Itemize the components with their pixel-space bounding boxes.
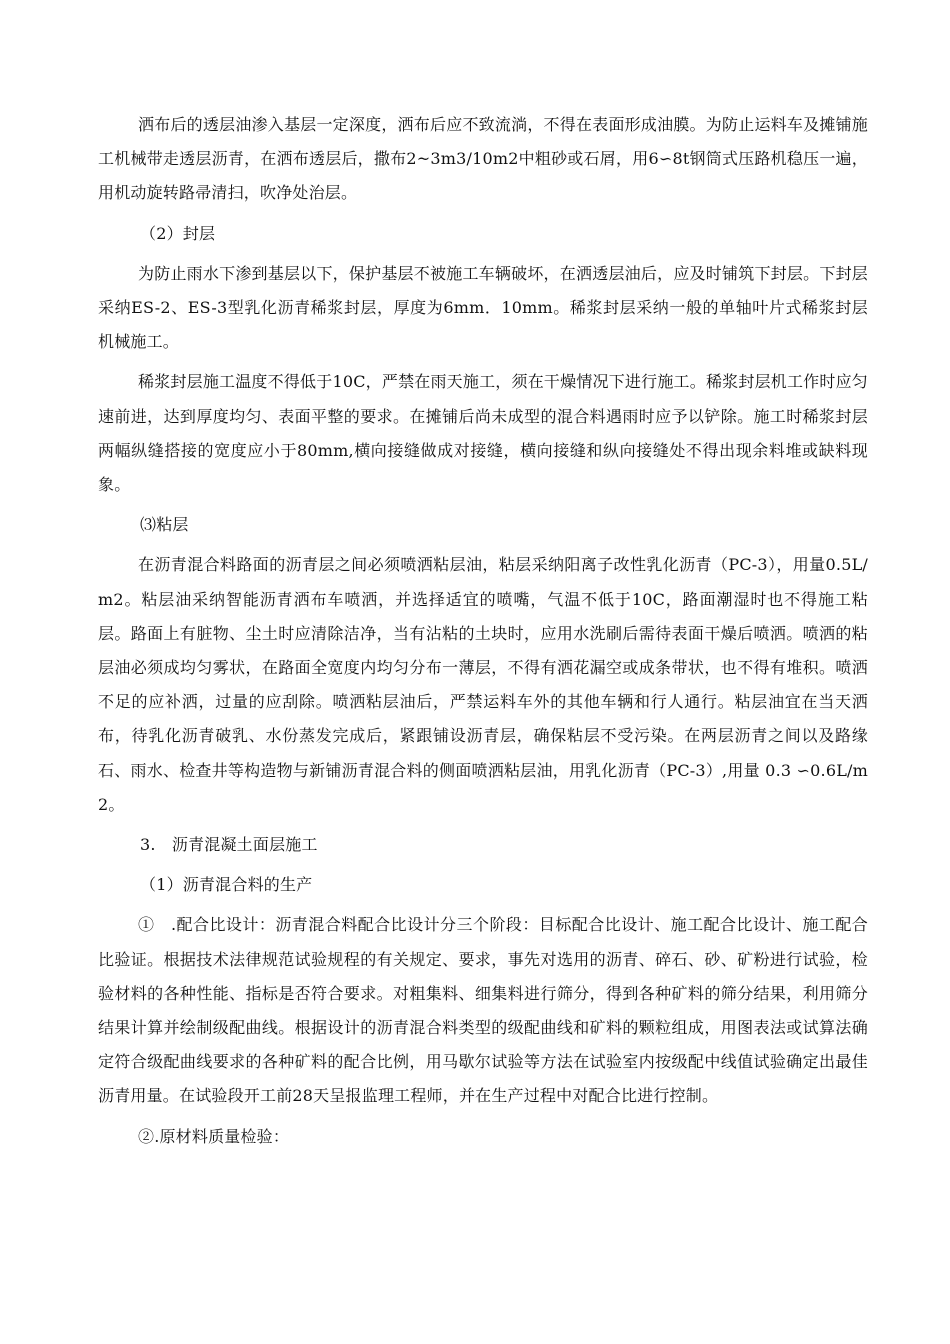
heading-asphalt-mixture-production: （1）沥青混合料的生产	[140, 875, 313, 895]
heading-asphalt-surface-construction: 3. 沥青混凝土面层施工	[140, 835, 318, 855]
paragraph-prime-coat-spreading: 洒布后的透层油渗入基层一定深度，洒布后应不致流淌，不得在表面形成油膜。为防止运料车及摊铺施工机械带走透层沥青，在洒布透层后，撒布2~3m3/10m2中粗砂或石屑，用6∽8t钢筒式压路机稳压一遍，用机动旋转路帚清扫，吹净处治层。	[98, 115, 868, 203]
paragraph-tack-coat-details: 在沥青混合料路面的沥青层之间必须喷洒粘层油，粘层采纳阳离子改性乳化沥青（PC-3），用量0.5L/m2。粘层油采纳智能沥青洒布车喷洒，并选择适宜的喷嘴，气温不低于10C，路面潮湿时也不得施工粘层。路面上有脏物、尘土时应清除洁净，当有沾粘的土块时，应用水洗刷后需待表面干燥后喷洒。喷洒的粘层油必须成均匀雾状，在路面全宽度内均匀分布一薄层，不得有洒花漏空或成条带状，也不得有堆积。喷洒不足的应补洒，过量的应刮除。喷洒粘层油后，严禁运料车外的其他车辆和行人通行。粘层油宜在当天洒布，待乳化沥青破乳、水份蒸发完成后，紧跟铺设沥青层，确保粘层不受污染。在两层沥青之间以及路缘石、雨水、检查井等构造物与新铺沥青混合料的侧面喷洒粘层油，用乳化沥青（PC-3）,用量 0.3 ∽0.6L/m2。	[98, 555, 868, 814]
heading-raw-material-inspection: ②.原材料质量检验：	[138, 1126, 290, 1146]
paragraph-slurry-seal-construction: 稀浆封层施工温度不得低于10C，严禁在雨天施工，须在干燥情况下进行施工。稀浆封层机工作时应匀速前进，达到厚度均匀、表面平整的要求。在摊铺后尚未成型的混合料遇雨时应予以铲除。施工时稀浆封层两幅纵缝搭接的宽度应小于80mm,横向接缝做成对接缝，横向接缝和纵向接缝处不得出现余料堆或缺料现象。	[98, 372, 868, 495]
heading-tack-coat: ⑶粘层	[140, 515, 189, 535]
paragraph-seal-coat-purpose: 为防止雨水下渗到基层以下，保护基层不被施工车辆破坏，在洒透层油后，应及时铺筑下封层。下封层采纳ES-2、ES-3型乳化沥青稀浆封层，厚度为6mm．10mm。稀浆封层采纳一般的单轴叶片式稀浆封层机械施工。	[98, 263, 868, 352]
document-body	[98, 108, 868, 1154]
heading-seal-coat: （2）封层	[140, 223, 216, 243]
paragraph-mix-design: ① .配合比设计：沥青混合料配合比设计分三个阶段：目标配合比设计、施工配合比设计、施工配合比验证。根据技术法律规范试验规程的有关规定、要求，事先对选用的沥青、碎石、砂、矿粉进行试验，检验材料的各种性能、指标是否符合要求。对粗集料、细集料进行筛分，得到各种矿料的筛分结果，利用筛分结果计算并绘制级配曲线。根据设计的沥青混合料类型的级配曲线和矿料的颗粒组成，用图表法或试算法确定符合级配曲线要求的各种矿料的配合比例，用马歇尔试验等方法在试验室内按级配中线值试验确定出最佳沥青用量。在试验段开工前28天呈报监理工程师，并在生产过程中对配合比进行控制。	[98, 915, 868, 1106]
